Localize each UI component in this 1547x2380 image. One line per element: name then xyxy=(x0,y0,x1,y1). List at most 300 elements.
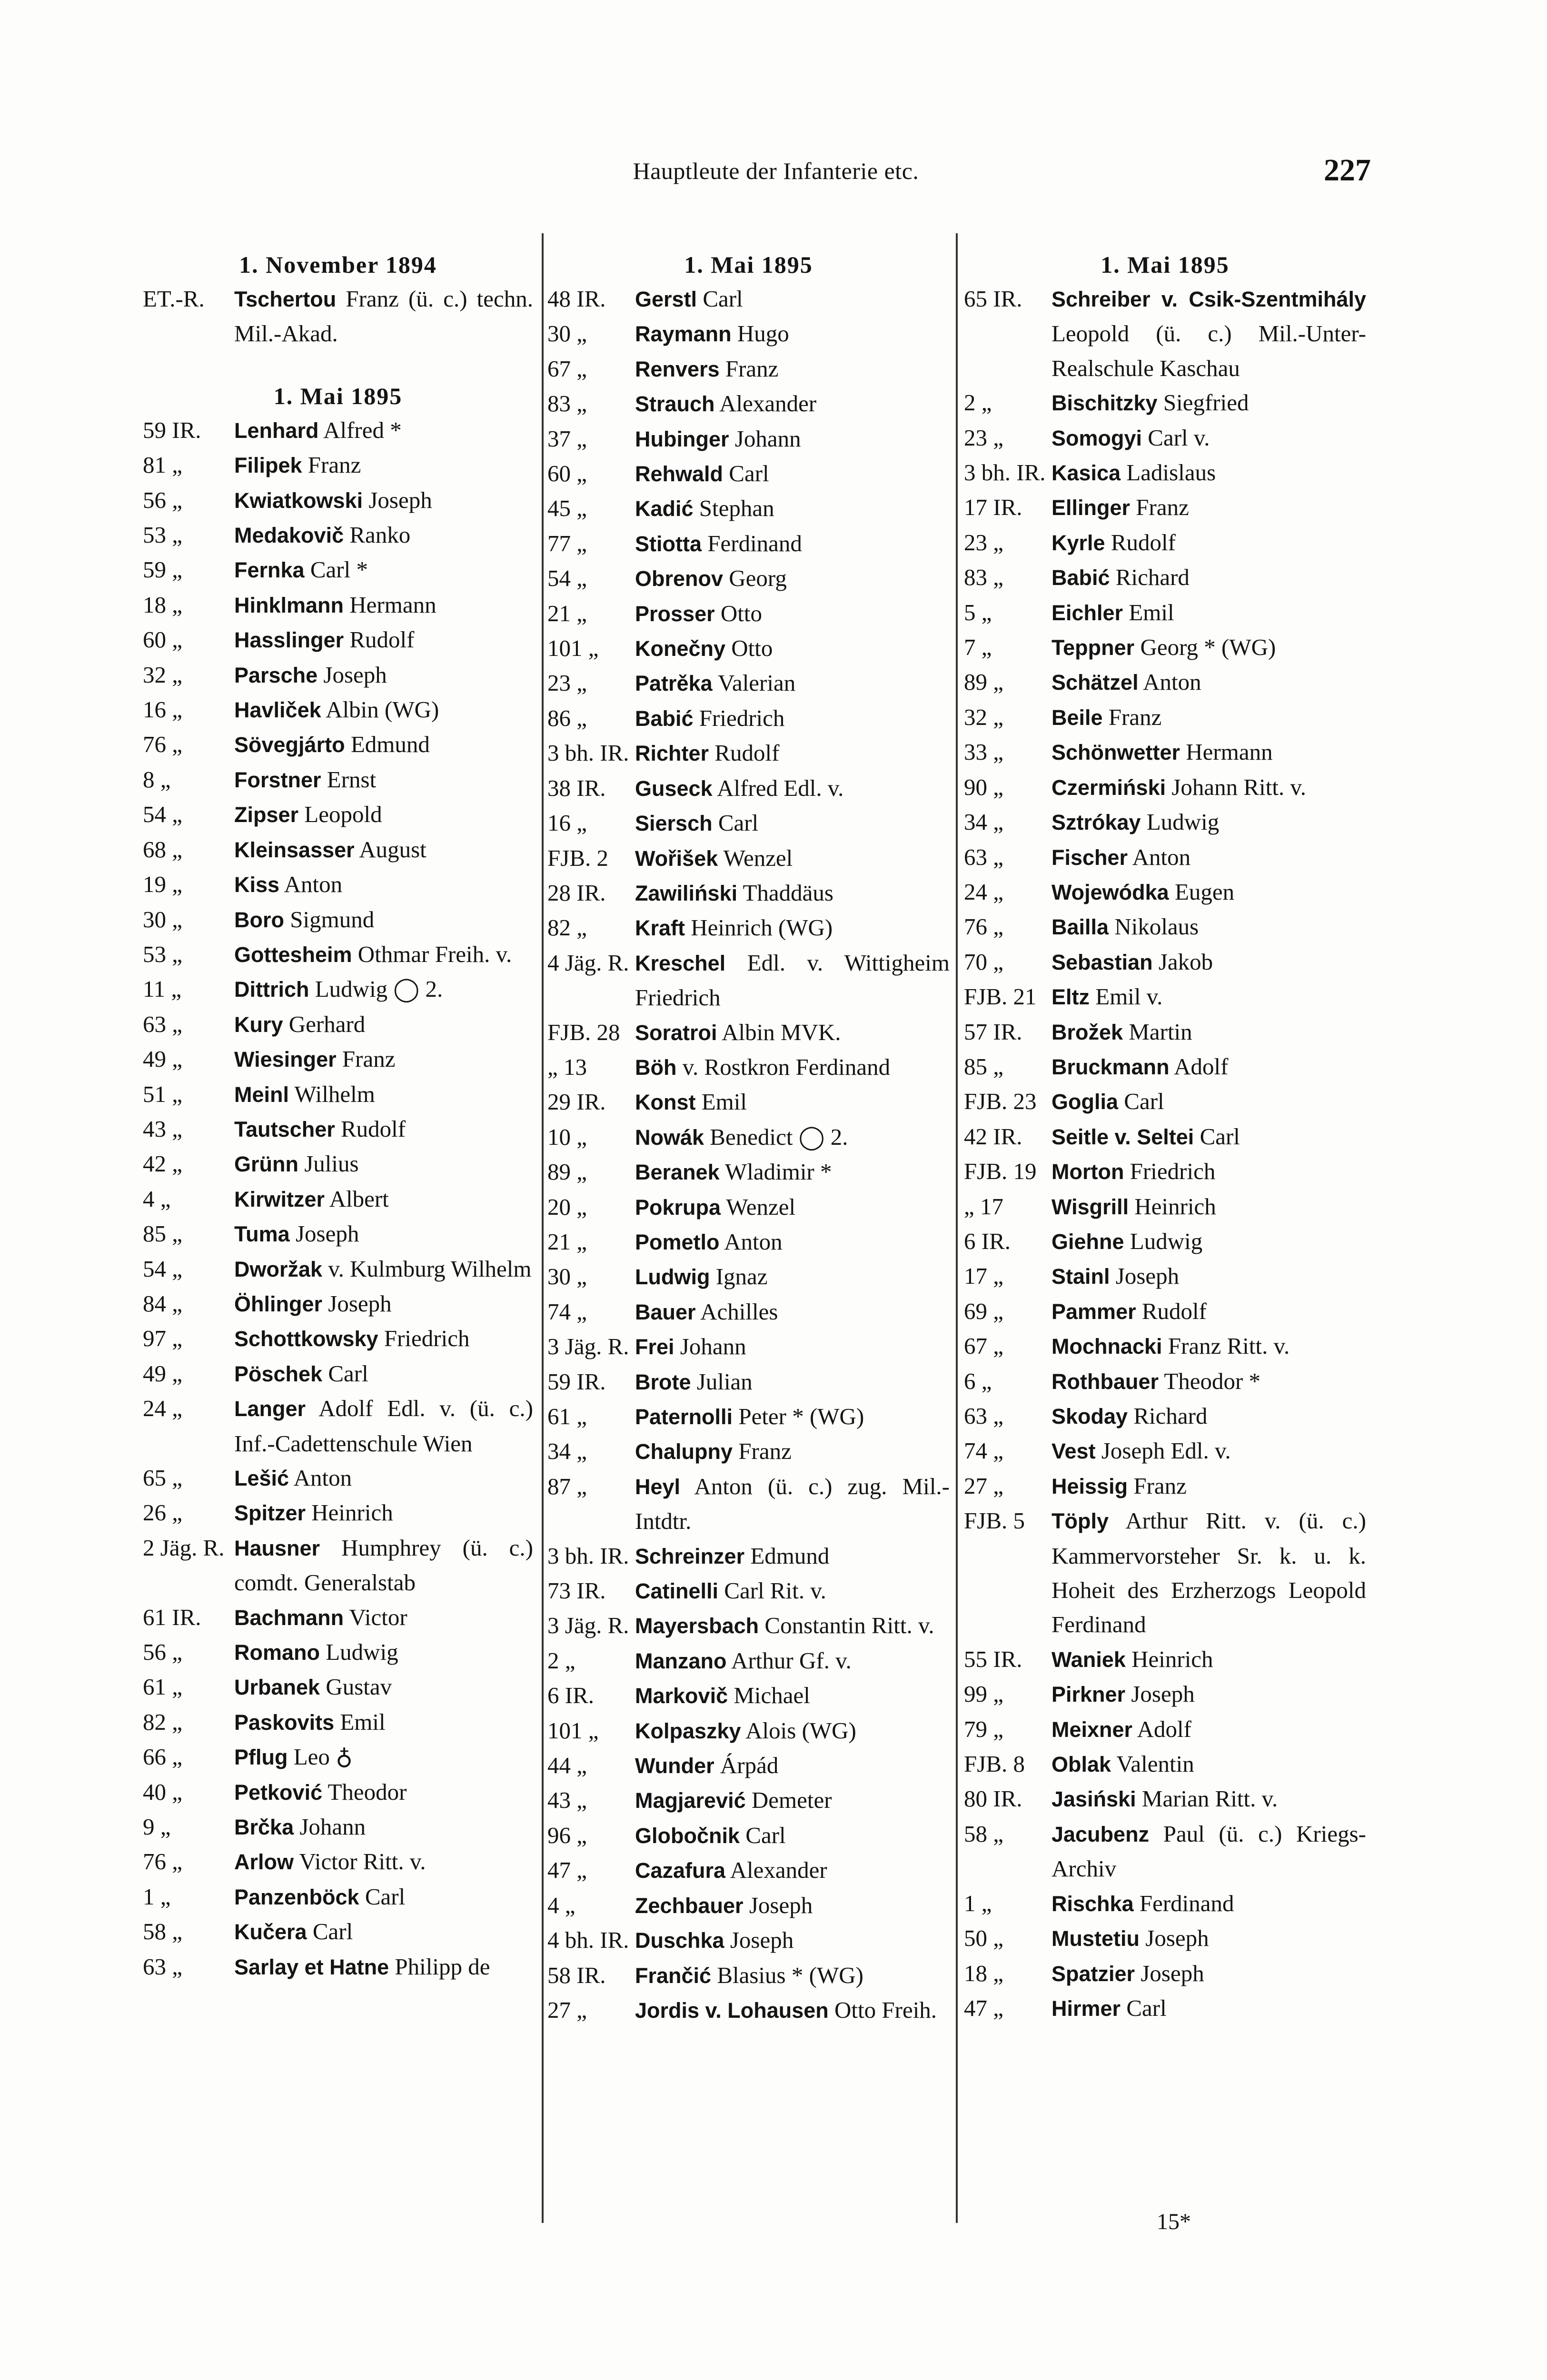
column-divider xyxy=(542,233,544,2223)
officer-text xyxy=(635,806,950,841)
unit-label: 68 „ xyxy=(143,836,182,863)
roster-entry xyxy=(547,666,950,701)
officer-surname: Renvers xyxy=(635,357,720,381)
officer-text xyxy=(234,553,533,587)
unit-label: 32 „ xyxy=(143,661,182,688)
officer-surname: Pflug xyxy=(234,1745,288,1770)
officer-surname: Nowák xyxy=(635,1125,704,1150)
officer-text xyxy=(234,1705,533,1740)
officer-text xyxy=(635,1365,950,1399)
unit-label: FJB. 2 xyxy=(547,844,609,871)
unit-label: 77 „ xyxy=(547,530,587,556)
roster-entry xyxy=(964,1084,1366,1119)
officer-surname: Pometlo xyxy=(635,1230,720,1254)
officer-details: Heinrich (WG) xyxy=(685,914,833,941)
officer-text xyxy=(1051,386,1366,420)
officer-text xyxy=(635,1539,950,1574)
officer-surname: Cazafura xyxy=(635,1858,726,1883)
roster-entry xyxy=(964,1886,1366,1921)
unit-label: 83 „ xyxy=(964,564,1003,591)
officer-surname: Böh xyxy=(635,1055,677,1080)
unit-label: 60 „ xyxy=(143,626,182,653)
unit-label: 28 IR. xyxy=(547,879,606,906)
officer-details: Hugo xyxy=(731,320,789,347)
officer-surname: Schottkowsky xyxy=(234,1327,378,1351)
officer-surname: Guseck xyxy=(635,776,713,801)
officer-details: Georg * (WG) xyxy=(1134,634,1276,661)
section-heading: 1. Mai 1895 xyxy=(1101,251,1230,278)
officer-details: Ludwig ◯ 2. xyxy=(309,976,443,1002)
unit-label: 55 IR. xyxy=(964,1646,1022,1672)
officer-surname: Arlow xyxy=(234,1850,294,1874)
unit-label: 63 „ xyxy=(964,1403,1003,1429)
officer-details: Emil xyxy=(334,1708,386,1735)
roster-entry xyxy=(964,980,1366,1014)
officer-surname: Töply xyxy=(1051,1509,1109,1534)
unit-label: 57 IR. xyxy=(964,1018,1022,1045)
unit-label: 49 „ xyxy=(143,1360,182,1387)
officer-text xyxy=(635,736,950,771)
officer-surname: Parsche xyxy=(234,663,318,687)
unit-label: 33 „ xyxy=(964,739,1003,765)
officer-text xyxy=(1051,945,1366,980)
roster-entry xyxy=(547,387,950,421)
officer-details: Johann xyxy=(674,1333,746,1360)
officer-details: Carl xyxy=(697,286,743,312)
officer-surname: Grünn xyxy=(234,1152,298,1177)
officer-details: Alexander xyxy=(725,1857,827,1884)
unit-label: 101 „ xyxy=(547,635,599,662)
officer-details: Franz xyxy=(1128,1472,1187,1499)
officer-surname: Romano xyxy=(234,1640,320,1665)
officer-text xyxy=(1051,1190,1366,1224)
officer-details: Demeter xyxy=(745,1787,832,1814)
officer-details: Carl xyxy=(359,1883,406,1910)
officer-details: Joseph xyxy=(317,661,387,688)
roster-entry xyxy=(143,413,533,448)
officer-surname: Meinl xyxy=(234,1082,289,1107)
roster-entry xyxy=(143,1042,533,1077)
officer-details: Gustav xyxy=(320,1674,392,1700)
officer-surname: Langer xyxy=(234,1397,306,1421)
unit-label: 63 „ xyxy=(964,843,1003,870)
unit-label: 6 „ xyxy=(964,1368,992,1394)
officer-text xyxy=(635,526,950,561)
roster-entry xyxy=(964,1294,1366,1329)
roster-entry xyxy=(547,317,950,351)
roster-entry xyxy=(547,1714,950,1748)
officer-text xyxy=(234,763,533,797)
officer-surname: Czermiński xyxy=(1051,775,1166,800)
officer-text xyxy=(234,1950,533,1984)
unit-label: 81 „ xyxy=(143,452,182,478)
officer-text xyxy=(234,1914,533,1949)
unit-label: 79 „ xyxy=(964,1716,1003,1742)
roster-entry xyxy=(964,630,1366,665)
officer-text xyxy=(635,1818,950,1853)
officer-text xyxy=(234,518,533,553)
officer-text xyxy=(635,491,950,526)
officer-details: Martin xyxy=(1123,1018,1192,1045)
roster-entry xyxy=(547,736,950,771)
unit-label: 4 „ xyxy=(547,1892,575,1918)
unit-label: 42 „ xyxy=(143,1150,182,1177)
officer-details: Wilhelm xyxy=(289,1081,375,1107)
officer-surname: Stainl xyxy=(1051,1264,1110,1289)
officer-details: Johann xyxy=(294,1814,366,1840)
roster-entry xyxy=(143,1182,533,1217)
officer-details: Franz xyxy=(1130,494,1189,521)
officer-details: Rudolf xyxy=(1136,1298,1207,1324)
roster-entry xyxy=(547,1434,950,1469)
roster-entry xyxy=(547,1888,950,1923)
officer-surname: Duschka xyxy=(635,1928,724,1953)
officer-surname: Catinelli xyxy=(635,1579,719,1604)
roster-entry xyxy=(964,421,1366,456)
roster-entry xyxy=(143,623,533,657)
roster-entry xyxy=(547,1678,950,1713)
officer-surname: Dittrich xyxy=(234,977,309,1002)
roster-entry xyxy=(547,771,950,806)
unit-label: 19 „ xyxy=(143,871,182,898)
officer-surname: Spitzer xyxy=(234,1501,306,1526)
unit-label: 83 „ xyxy=(547,390,587,417)
officer-details: Marian Ritt. v. xyxy=(1136,1785,1278,1812)
unit-label: 47 „ xyxy=(964,1994,1003,2021)
officer-text xyxy=(234,588,533,623)
officer-details: August xyxy=(354,836,426,863)
officer-surname: Brčka xyxy=(234,1815,294,1840)
officer-details: v. Kulmburg Wilhelm xyxy=(322,1255,532,1282)
officer-text xyxy=(635,387,950,421)
officer-surname: Ellinger xyxy=(1051,496,1130,520)
roster-entry xyxy=(143,1880,533,1914)
roster-entry xyxy=(964,1921,1366,1956)
roster-entry xyxy=(547,806,950,841)
officer-details: Paul (ü. c.) Kriegs-Archiv xyxy=(1051,1820,1366,1882)
officer-surname: Bachmann xyxy=(234,1605,344,1630)
unit-label: 56 „ xyxy=(143,486,182,513)
officer-surname: Babić xyxy=(635,706,694,731)
roster-entry xyxy=(964,1747,1366,1782)
officer-surname: Mochnacki xyxy=(1051,1334,1162,1359)
officer-text xyxy=(635,1678,950,1713)
unit-label: 8 „ xyxy=(143,766,171,793)
officer-details: Carl xyxy=(723,460,769,487)
roster-entry xyxy=(964,282,1366,386)
roster-entry xyxy=(547,1365,950,1399)
unit-label: 16 „ xyxy=(143,696,182,723)
officer-surname: Urbanek xyxy=(234,1675,320,1700)
unit-label: 38 IR. xyxy=(547,774,606,801)
officer-text xyxy=(1051,1329,1366,1364)
roster-entry xyxy=(547,1225,950,1259)
officer-text xyxy=(234,282,533,351)
officer-text xyxy=(1051,1747,1366,1782)
unit-label: 80 IR. xyxy=(964,1785,1022,1812)
officer-details: Heinrich xyxy=(1129,1193,1216,1220)
officer-text xyxy=(635,1399,950,1434)
unit-label: 73 IR. xyxy=(547,1577,606,1604)
roster-entry xyxy=(964,910,1366,944)
officer-details: Anton xyxy=(1138,669,1201,695)
roster-entry xyxy=(143,1112,533,1147)
officer-details: Joseph xyxy=(322,1290,392,1317)
officer-details: Anton xyxy=(279,871,343,898)
officer-details: Albin (WG) xyxy=(321,696,439,723)
roster-entry xyxy=(143,1810,533,1844)
unit-label: 5 „ xyxy=(964,599,992,625)
unit-label: 85 „ xyxy=(964,1053,1003,1080)
officer-surname: Pammer xyxy=(1051,1299,1136,1324)
roster-entry xyxy=(143,1147,533,1181)
officer-details: Carl xyxy=(712,810,759,836)
roster-entry xyxy=(964,1154,1366,1189)
officer-details: Johann xyxy=(729,425,801,452)
officer-surname: Gerstl xyxy=(635,287,697,311)
roster-entry xyxy=(964,1817,1366,1886)
officer-surname: Fernka xyxy=(234,558,305,583)
roster-entry xyxy=(547,1190,950,1225)
officer-text xyxy=(234,1321,533,1356)
officer-surname: Konst xyxy=(635,1090,696,1115)
unit-label: 84 „ xyxy=(143,1290,182,1317)
unit-label: 1 „ xyxy=(143,1883,171,1910)
officer-surname: Bailla xyxy=(1051,915,1109,940)
officer-text xyxy=(234,1880,533,1914)
officer-details: Wenzel xyxy=(718,844,793,871)
roster-entry xyxy=(964,490,1366,525)
officer-details: Carl Rit. v. xyxy=(718,1577,826,1604)
officer-text xyxy=(635,1295,950,1329)
unit-label: 42 IR. xyxy=(964,1123,1022,1150)
officer-details: Carl xyxy=(322,1360,368,1387)
officer-details: Carl xyxy=(1194,1123,1240,1150)
roster-entry xyxy=(547,491,950,526)
officer-surname: Manzano xyxy=(635,1648,727,1673)
officer-surname: Medakovič xyxy=(234,523,344,548)
roster-entry xyxy=(143,1600,533,1635)
officer-details: Franz xyxy=(719,355,779,382)
officer-details: Joseph xyxy=(1110,1263,1180,1289)
officer-text xyxy=(635,1259,950,1294)
unit-label: 65 IR. xyxy=(964,286,1022,312)
officer-surname: Filipek xyxy=(234,453,302,478)
officer-surname: Bruckmann xyxy=(1051,1054,1170,1079)
roster-entry xyxy=(143,1357,533,1391)
officer-text xyxy=(234,448,533,483)
unit-label: 74 „ xyxy=(964,1438,1003,1464)
officer-text xyxy=(635,1923,950,1958)
officer-details: Franz xyxy=(302,452,361,478)
roster-entry xyxy=(143,1705,533,1740)
unit-label: ET.-R. xyxy=(143,286,205,312)
officer-text xyxy=(635,1608,950,1643)
officer-text xyxy=(234,797,533,832)
officer-details: Victor xyxy=(344,1604,407,1630)
officer-details: Humphrey (ü. c.) comdt. Generalstab xyxy=(234,1534,533,1596)
unit-label: FJB. 28 xyxy=(547,1019,620,1045)
unit-label: 17 IR. xyxy=(964,494,1022,521)
unit-label: 23 „ xyxy=(964,529,1003,555)
officer-surname: Eichler xyxy=(1051,600,1123,625)
officer-details: Achilles xyxy=(695,1298,778,1325)
officer-details: Peter * (WG) xyxy=(733,1403,864,1429)
officer-surname: Jasiński xyxy=(1051,1787,1136,1812)
roster-entry xyxy=(143,1775,533,1810)
officer-surname: Teppner xyxy=(1051,635,1135,660)
unit-label: 43 „ xyxy=(143,1115,182,1142)
unit-label: 87 „ xyxy=(547,1473,587,1499)
roster-entry xyxy=(143,658,533,693)
officer-details: Ladislaus xyxy=(1121,459,1216,486)
officer-details: Otto xyxy=(725,635,773,662)
officer-text xyxy=(1051,595,1366,630)
officer-surname: Wojewódka xyxy=(1051,880,1169,904)
officer-surname: Paskovits xyxy=(234,1710,335,1735)
roster-entry xyxy=(143,1670,533,1705)
roster-entry xyxy=(547,1399,950,1434)
officer-details: Ludwig xyxy=(1140,809,1220,835)
officer-details: Edl. v. Wittigheim Friedrich xyxy=(635,949,950,1011)
roster-entry xyxy=(143,1844,533,1879)
officer-details: Ranko xyxy=(344,522,411,548)
unit-label: 2 Jäg. R. xyxy=(143,1534,225,1561)
roster-entry xyxy=(547,1329,950,1364)
unit-label: 59 „ xyxy=(143,556,182,583)
officer-text xyxy=(234,1844,533,1879)
officer-details: Adolf xyxy=(1132,1716,1191,1742)
unit-label: 69 „ xyxy=(964,1298,1003,1324)
officer-surname: Hubinger xyxy=(635,426,729,451)
unit-label: „ 13 xyxy=(547,1053,587,1080)
unit-label: 30 „ xyxy=(143,906,182,932)
unit-label: 89 „ xyxy=(547,1159,587,1185)
officer-text xyxy=(1051,1224,1366,1259)
officer-text xyxy=(635,771,950,806)
officer-text xyxy=(1051,560,1366,595)
roster-entry xyxy=(547,282,950,317)
officer-text xyxy=(1051,875,1366,910)
officer-details: Julius xyxy=(298,1150,359,1177)
section-heading: 1. Mai 1895 xyxy=(273,382,403,409)
unit-label: 61 „ xyxy=(547,1403,587,1429)
officer-details: Leo ♁ xyxy=(288,1744,353,1770)
officer-text xyxy=(1051,282,1366,386)
officer-surname: Schätzel xyxy=(1051,670,1139,695)
unit-label: 59 IR. xyxy=(143,416,201,443)
officer-text xyxy=(635,1644,950,1678)
officer-details: Hermann xyxy=(344,591,436,618)
officer-text xyxy=(234,1531,533,1600)
roster-entry xyxy=(143,937,533,972)
officer-details: Theodor * xyxy=(1159,1368,1261,1394)
roster-entry xyxy=(547,701,950,736)
officer-text xyxy=(234,1252,533,1287)
unit-label: 27 „ xyxy=(547,1996,587,2023)
unit-label: 3 Jäg. R. xyxy=(547,1333,629,1360)
unit-label: 65 „ xyxy=(143,1465,182,1491)
officer-details: Adolf xyxy=(1169,1053,1229,1080)
roster-entry xyxy=(964,1190,1366,1224)
officer-text xyxy=(635,1434,950,1469)
officer-details: Ernst xyxy=(321,766,377,793)
officer-details: Stephan xyxy=(693,495,774,522)
officer-surname: Pokrupa xyxy=(635,1195,721,1220)
officer-details: Friedrich xyxy=(693,704,785,731)
officer-details: Joseph xyxy=(1140,1925,1209,1952)
officer-text xyxy=(1051,1399,1366,1434)
unit-label: 89 „ xyxy=(964,669,1003,695)
officer-text xyxy=(234,1287,533,1321)
officer-text xyxy=(635,1015,950,1050)
officer-text xyxy=(234,1007,533,1042)
roster-entry xyxy=(547,841,950,876)
officer-surname: Schreiber v. Csik-Szentmihály xyxy=(1051,287,1366,311)
roster-entry xyxy=(143,1077,533,1112)
officer-surname: Somogyi xyxy=(1051,426,1142,450)
officer-text xyxy=(1051,840,1366,875)
roster-entry xyxy=(964,1782,1366,1816)
officer-details: Jakob xyxy=(1152,948,1213,975)
roster-entry xyxy=(964,1224,1366,1259)
officer-details: Ferdinand xyxy=(702,530,802,556)
officer-text xyxy=(1051,456,1366,490)
unit-label: 18 „ xyxy=(143,591,182,618)
officer-details: Joseph xyxy=(743,1892,813,1918)
roster-entry xyxy=(964,945,1366,980)
unit-label: 82 „ xyxy=(547,914,587,941)
unit-label: 2 „ xyxy=(547,1647,575,1674)
officer-surname: Zipser xyxy=(234,803,299,827)
roster-entry xyxy=(143,1914,533,1949)
unit-label: 67 „ xyxy=(964,1333,1003,1359)
officer-text xyxy=(234,693,533,727)
unit-label: FJB. 21 xyxy=(964,983,1037,1010)
officer-details: Julian xyxy=(691,1368,753,1395)
officer-surname: Kyrle xyxy=(1051,530,1105,555)
officer-details: Michael xyxy=(728,1682,810,1709)
officer-text xyxy=(635,282,950,317)
officer-details: Ludwig xyxy=(1124,1228,1203,1254)
officer-text xyxy=(1051,1921,1366,1956)
officer-details: Eugen xyxy=(1169,878,1235,905)
unit-label: 74 „ xyxy=(547,1298,587,1325)
officer-surname: Eltz xyxy=(1051,985,1090,1010)
officer-details: Othmar Freih. v. xyxy=(352,941,512,967)
roster-entry xyxy=(547,1608,950,1643)
officer-details: Anton xyxy=(1128,843,1191,870)
roster-entry xyxy=(547,456,950,491)
roster-entry xyxy=(964,1120,1366,1154)
officer-surname: Sztrókay xyxy=(1051,810,1141,835)
roster-entry xyxy=(547,526,950,561)
roster-entry xyxy=(964,1712,1366,1747)
officer-surname: Beranek xyxy=(635,1160,720,1185)
officer-surname: Vest xyxy=(1051,1439,1096,1464)
officer-surname: Mustetiu xyxy=(1051,1926,1140,1951)
unit-label: 54 „ xyxy=(143,801,182,828)
officer-details: Theodor xyxy=(322,1778,407,1805)
roster-entry xyxy=(143,797,533,832)
officer-text xyxy=(635,456,950,491)
roster-entry xyxy=(143,1635,533,1670)
roster-entry xyxy=(547,1259,950,1294)
officer-details: Rudolf xyxy=(1105,529,1176,555)
roster-entry xyxy=(143,1531,533,1600)
officer-text xyxy=(635,1120,950,1155)
roster-entry xyxy=(964,1677,1366,1712)
